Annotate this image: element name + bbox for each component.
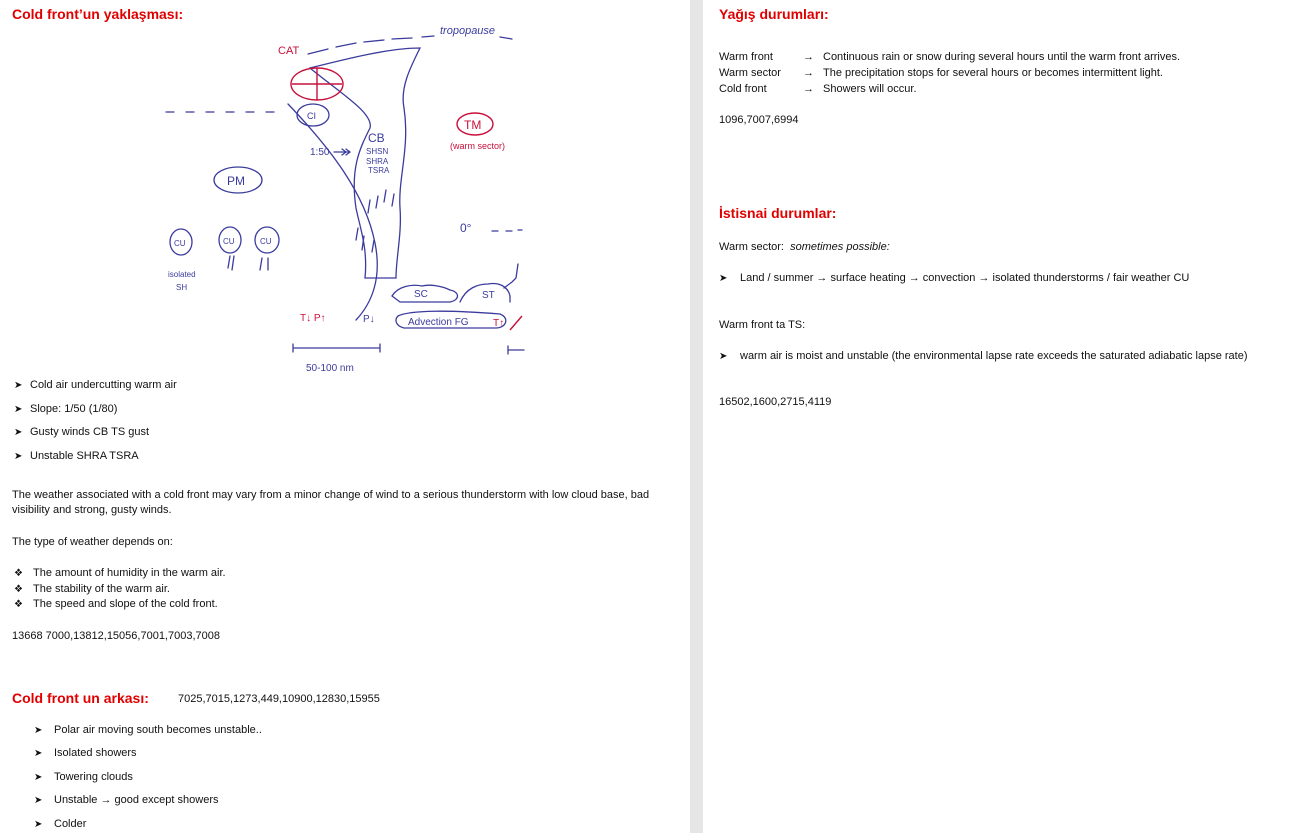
list-item: ➤ Towering clouds bbox=[34, 771, 133, 783]
section-title-exceptions: İstisnai durumlar: bbox=[719, 205, 837, 221]
pd-label: P↓ bbox=[363, 314, 375, 325]
section-title-precipitation: Yağış durumları: bbox=[719, 6, 829, 22]
sc-label: SC bbox=[414, 289, 428, 300]
list-item: ➤ Land / summer → surface heating → convection → isolated thunderstorms / fair weather CU bbox=[719, 272, 1190, 284]
isolated-label: isolated bbox=[168, 270, 196, 279]
cold-front-sketch bbox=[160, 18, 530, 376]
cu-label-1: CU bbox=[174, 239, 186, 248]
list-item: ➤ Slope: 1/50 (1/80) bbox=[14, 403, 118, 415]
tm-label: TM bbox=[464, 118, 482, 132]
advection-label: Advection FG bbox=[408, 317, 469, 328]
list-item: ➤ Polar air moving south becomes unstable.. bbox=[34, 724, 262, 736]
paragraph-depends: The type of weather depends on: bbox=[12, 536, 173, 548]
reference-numbers-2: 7025,7015,1273,449,10900,12830,15955 bbox=[178, 693, 380, 705]
list-item: ❖ The stability of the warm air. bbox=[14, 583, 170, 595]
cb-tsra-label: TSRA bbox=[368, 166, 390, 175]
paragraph-weather: The weather associated with a cold front may vary from a minor change of wind to a serious thunderstorm with low cloud base, bad visibility and strong, gusty winds. bbox=[12, 489, 650, 516]
tropopause-line bbox=[308, 36, 512, 54]
list-item: ➤ Unstable SHRA TSRA bbox=[14, 450, 139, 462]
sh-label: SH bbox=[176, 283, 188, 292]
section-title-cold-front-behind: Cold front un arkası: bbox=[12, 690, 149, 706]
list-item: ➤ warm air is moist and unstable (the environmental lapse rate exceeds the saturated adiabatic lapse rate) bbox=[719, 350, 1248, 362]
warm-sector-line: Warm sector: sometimes possible: bbox=[719, 241, 890, 253]
ci-label: CI bbox=[307, 111, 316, 121]
slope-label: 1:50 bbox=[310, 147, 330, 158]
front-line bbox=[288, 104, 377, 320]
list-item: ➤ Isolated showers bbox=[34, 747, 137, 759]
list-item: ➤ Unstable → good except showers bbox=[34, 794, 219, 806]
table-row: Cold front → Showers will occur. bbox=[719, 83, 917, 95]
page-separator bbox=[690, 0, 703, 833]
distance-label: 50-100 nm bbox=[306, 363, 354, 374]
cu-label-2: CU bbox=[223, 237, 235, 246]
list-item: ➤ Colder bbox=[34, 818, 87, 830]
cb-shsn-label: SHSN bbox=[366, 147, 389, 156]
list-item: ❖ The speed and slope of the cold front. bbox=[14, 598, 218, 610]
reference-numbers-4: 16502,1600,2715,4119 bbox=[719, 396, 832, 408]
cu-label-3: CU bbox=[260, 237, 272, 246]
section-title-cold-front-approach: Cold front’un yaklaşması: bbox=[12, 6, 184, 22]
cb-label: CB bbox=[368, 131, 385, 145]
st-label: ST bbox=[482, 290, 495, 301]
tt-label: T↑ bbox=[493, 318, 505, 329]
list-item: ❖ The amount of humidity in the warm air. bbox=[14, 567, 226, 579]
zero-label: 0° bbox=[460, 221, 472, 235]
distance-bar bbox=[293, 344, 380, 352]
tropopause-label: tropopause bbox=[440, 25, 496, 37]
warm-sector-label: (warm sector) bbox=[450, 141, 506, 151]
cb-cloud bbox=[310, 48, 420, 278]
right-page bbox=[703, 0, 1301, 833]
warm-front-ts-label: Warm front ta TS: bbox=[719, 319, 806, 331]
cb-shra-label: SHRA bbox=[366, 157, 389, 166]
reference-numbers-1: 13668 7000,13812,15056,7001,7003,7008 bbox=[12, 630, 220, 642]
tp-label: T↓ P↑ bbox=[300, 313, 326, 324]
table-row: Warm front → Continuous rain or snow during several hours until the warm front arrives. bbox=[719, 51, 1181, 63]
list-item: ➤ Cold air undercutting warm air bbox=[14, 379, 177, 391]
reference-numbers-3: 1096,7007,6994 bbox=[719, 114, 799, 126]
table-row: Warm sector → The precipitation stops for several hours or becomes intermittent light. bbox=[719, 67, 1163, 79]
cat-label: CAT bbox=[278, 45, 300, 57]
list-item: ➤ Gusty winds CB TS gust bbox=[14, 426, 150, 438]
pm-label: PM bbox=[227, 174, 245, 188]
